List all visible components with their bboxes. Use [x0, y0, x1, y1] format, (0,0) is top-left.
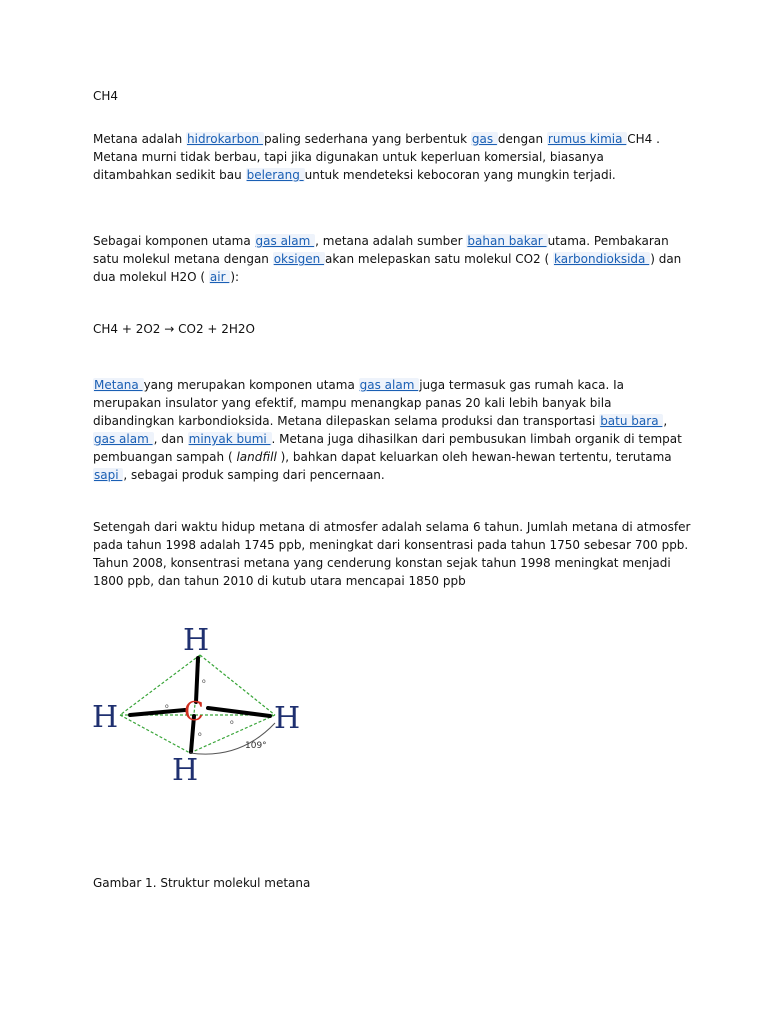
text-span: . Metana juga dihasilkan dari pembusukan limbah organik di tempat pembuangan sampah (	[93, 432, 682, 464]
bond-label: o	[198, 731, 202, 738]
link-hidrokarbon[interactable]: hidrokarbon	[187, 132, 263, 146]
hydrogen-left: H	[92, 700, 119, 735]
link-bahan-bakar[interactable]: bahan bakar	[467, 234, 547, 248]
text-span: yang merupakan komponen utama	[143, 378, 359, 392]
link-gas-alam[interactable]: gas alam	[359, 378, 419, 392]
landfill-term: landfill	[236, 450, 277, 464]
text-span: , dan	[153, 432, 188, 446]
bond-line	[196, 658, 198, 702]
edge-line	[120, 715, 190, 753]
paragraph-combustion	[93, 232, 683, 286]
link-sapi[interactable]: sapi	[94, 468, 123, 482]
edge-line	[200, 655, 275, 715]
hydrogen-bottom: H	[172, 753, 199, 785]
paragraph-atmosphere: Setengah dari waktu hidup metana di atmosfer adalah selama 6 tahun. Jumlah metana di atmosfer pada tahun 1998 adalah 1745 ppb, meningkat dari konsentrasi pada tahun 1750 sebesar 700 ppb. Tahun 2008, konsentrasi metana yang cenderung konstan sejak tahun 1998 meningkat menjadi 1800 ppb, dan tahun 2010 di kutub utara mencapai 1850 ppb	[93, 520, 691, 588]
paragraph-greenhouse	[93, 376, 683, 484]
link-metana[interactable]: Metana	[94, 378, 143, 392]
link-batu-bara[interactable]: batu bara	[600, 414, 663, 428]
text-span: , sebagai produk samping dari pencernaan.	[123, 468, 385, 482]
heading-ch4: CH4	[93, 89, 119, 103]
link-gas[interactable]: gas	[471, 132, 497, 146]
text-span: paling sederhana yang berbentuk	[263, 132, 471, 146]
text-span: dengan	[497, 132, 547, 146]
link-air[interactable]: air	[209, 270, 230, 284]
hydrogen-top: H	[183, 623, 210, 658]
text-span: ), bahkan dapat keluarkan oleh hewan-hewan tertentu, terutama	[276, 450, 672, 464]
hydrogen-right: H	[274, 701, 301, 736]
text-span: juga termasuk gas rumah kaca. Ia merupakan insulator yang efektif, mampu menangkap panas 20 kali lebih banyak bila dibandingkan karbondioksida. Metana dilepaskan selama produksi dan transportasi	[93, 378, 625, 428]
link-gas-alam[interactable]: gas alam	[255, 234, 315, 248]
paragraph-definition	[93, 130, 683, 184]
bond-label: o	[202, 678, 206, 685]
bond-line	[130, 710, 185, 715]
text-span: Metana adalah	[93, 132, 186, 146]
combustion-equation: CH4 + 2O2 → CO2 + 2H2O	[93, 322, 255, 336]
link-minyak-bumi[interactable]: minyak bumi	[188, 432, 271, 446]
methane-structure-diagram	[90, 620, 320, 785]
text-span: utama. Pembakaran satu molekul metana dengan	[93, 234, 669, 266]
link-rumus-kimia[interactable]: rumus kimia	[547, 132, 627, 146]
text-span: untuk mendeteksi kebocoran yang mungkin terjadi.	[304, 168, 616, 182]
figure-caption: Gambar 1. Struktur molekul metana	[93, 876, 311, 890]
bond-label: o	[165, 703, 169, 710]
text-span: Sebagai komponen utama	[93, 234, 255, 248]
link-karbondioksida[interactable]: karbondioksida	[554, 252, 650, 266]
text-span: ,	[663, 414, 668, 428]
text-span: akan melepaskan satu molekul CO2 (	[325, 252, 553, 266]
text-span: ):	[230, 270, 240, 284]
bond-label: o	[230, 719, 234, 726]
carbon-atom: C	[184, 697, 204, 727]
bond-angle-label: 109°	[245, 741, 267, 751]
link-belerang[interactable]: belerang	[246, 168, 304, 182]
link-oksigen[interactable]: oksigen	[273, 252, 325, 266]
text-span: , metana adalah sumber	[315, 234, 467, 248]
text-span: CH4 . Metana murni tidak berbau, tapi jika digunakan untuk keperluan komersial, biasanya ditambahkan sedikit bau	[93, 132, 660, 182]
text-span: ) dan dua molekul H2O (	[93, 252, 682, 284]
link-gas-alam[interactable]: gas alam	[94, 432, 153, 446]
